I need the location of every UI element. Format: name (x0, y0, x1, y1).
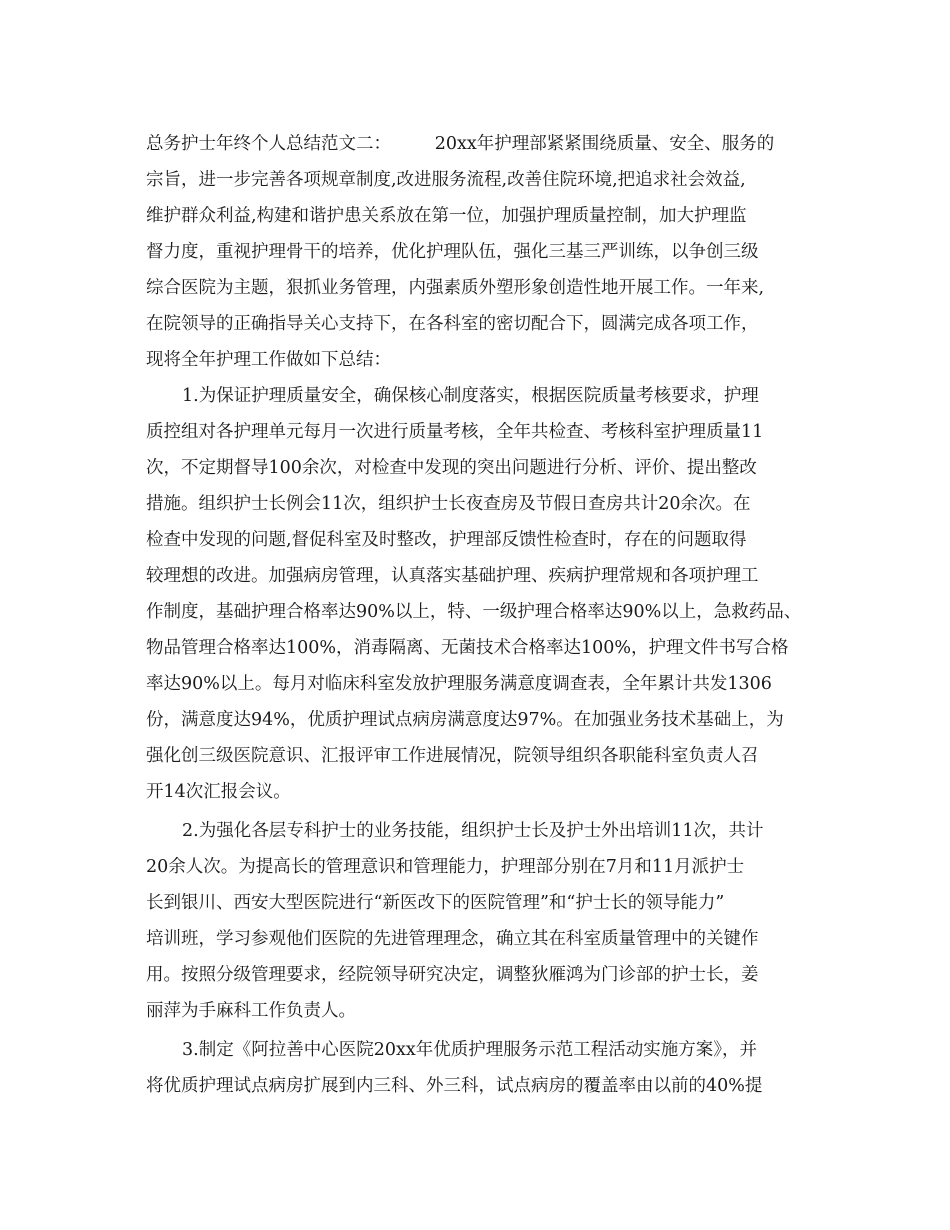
text-line: 维护群众利益,构建和谐护患关系放在第一位，加强护理质量控制，加大护理监 (146, 206, 747, 226)
text-line: 较理想的改进。加强病房管理，认真落实基础护理、疾病护理常规和各项护理工 (146, 566, 759, 586)
text-line: 3.制定《阿拉善中心医院20xx年优质护理服务示范工程活动实施方案》，并 (182, 1040, 757, 1060)
text-line: 督力度，重视护理骨干的培养，优化护理队伍，强化三基三严训练，以争创三级 (146, 242, 759, 262)
text-line: 1.为保证护理质量安全，确保核心制度落实，根据医院质量考核要求，护理 (182, 386, 759, 406)
text-line: 现将全年护理工作做如下总结： (146, 350, 391, 370)
text-line: 综合医院为主题，狠抓业务管理，内强素质外塑形象创造性地开展工作。一年来, (146, 278, 765, 298)
text-line: 宗旨，进一步完善各项规章制度,改进服务流程,改善住院环境,把追求社会效益, (146, 170, 746, 190)
text-line: 培训班，学习参观他们医院的先进管理理念，确立其在科室质量管理中的关键作 (146, 929, 759, 949)
text-line: 强化创三级医院意识、汇报评审工作进展情况，院领导组织各职能科室负责人召 (146, 746, 759, 766)
text-line: 率达90%以上。每月对临床科室发放护理服务满意度调查表，全年累计共发1306 (146, 674, 772, 694)
text-line: 用。按照分级管理要求，经院领导研究决定，调整狄雁鸿为门诊部的护士长，姜 (146, 965, 759, 985)
text-line: 质控组对各护理单元每月一次进行质量考核，全年共检查、考核科室护理质量11 (146, 422, 764, 442)
text-line: 在院领导的正确指导关心支持下，在各科室的密切配合下，圆满完成各项工作， (146, 314, 759, 334)
text-line: 20余人次。为提高长的管理意识和管理能力，护理部分别在7月和11月派护士 (146, 857, 745, 877)
text-line: 物品管理合格率达100%，消毒隔离、无菌技术合格率达100%，护理文件书写合格 (146, 638, 789, 658)
text-line: 总务护士年终个人总结范文二： 20xx年护理部紧紧围绕质量、安全、服务的 (146, 134, 775, 154)
text-line: 长到银川、西安大型医院进行“新医改下的医院管理”和“护士长的领导能力” (146, 893, 725, 913)
text-line: 份，满意度达94%，优质护理试点病房满意度达97%。在加强业务技术基础上，为 (146, 710, 784, 730)
text-line: 2.为强化各层专科护士的业务技能，组织护士长及护士外出培训11次，共计 (182, 821, 764, 841)
text-line: 措施。组织护士长例会11次，组织护士长夜查房及节假日查房共计20余次。在 (146, 494, 751, 514)
text-line: 开14次汇报会议。 (146, 782, 291, 802)
text-line: 丽萍为手麻科工作负责人。 (146, 1001, 356, 1021)
text-line: 作制度，基础护理合格率达90%以上，特、一级护理合格率达90%以上，急救药品、 (146, 602, 802, 622)
text-line: 次，不定期督导100余次，对检查中发现的突出问题进行分析、评价、提出整改 (146, 458, 757, 478)
text-line: 将优质护理试点病房扩展到内三科、外三科，试点病房的覆盖率由以前的40%提 (146, 1076, 763, 1096)
text-line: 检查中发现的问题,督促科室及时整改，护理部反馈性检查时，存在的问题取得 (146, 530, 747, 550)
